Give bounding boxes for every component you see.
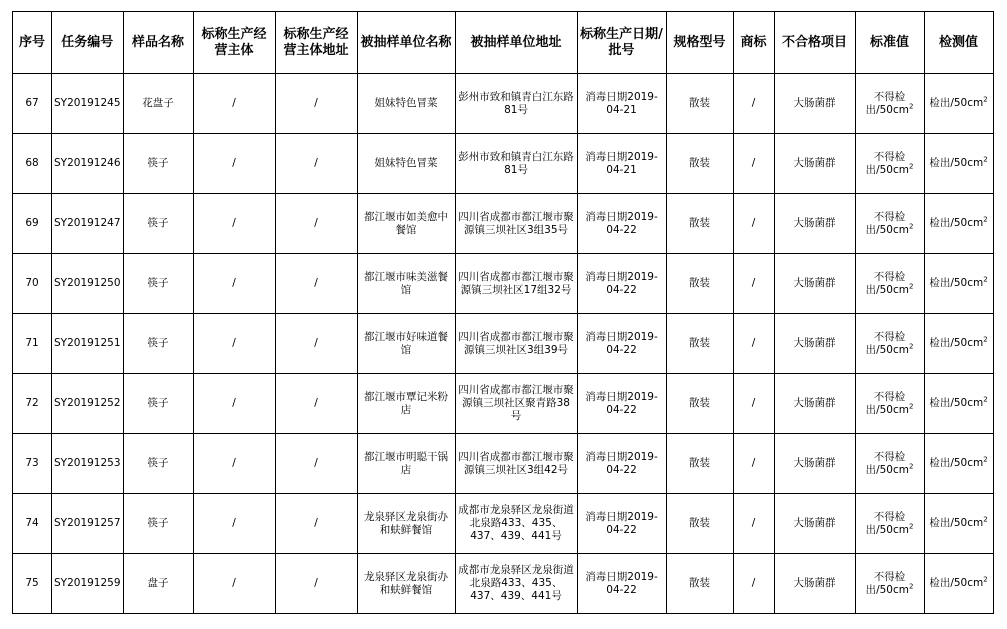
unit-exponent: 2 [983, 335, 988, 344]
standard-value-cell-text: 不得检出/50cm [865, 510, 909, 536]
spec-cell-text: 散装 [689, 337, 711, 349]
producer-address-cell-text: / [314, 97, 318, 109]
spec-cell [666, 314, 733, 374]
sampled-unit-cell [357, 494, 455, 554]
producer-address-cell-text: / [314, 157, 318, 169]
row-number-cell-text: 74 [25, 517, 39, 529]
date-cell [577, 314, 666, 374]
sample-name-cell [123, 374, 193, 434]
sample-name-cell [123, 314, 193, 374]
producer-address-cell [275, 194, 357, 254]
brand-cell [733, 314, 774, 374]
sample-name-cell-text: 筷子 [147, 277, 169, 289]
header-cell-sampled-unit: 被抽样单位名称 [357, 12, 455, 74]
standard-value-cell-text: 不得检出/50cm [865, 270, 909, 296]
table-row [13, 74, 994, 134]
sample-name-cell [123, 194, 193, 254]
table-row [13, 254, 994, 314]
header-cell-standard: 标准值 [855, 12, 924, 74]
sample-name-cell [123, 74, 193, 134]
sampled-unit-address-cell-text: 四川省成都市都江堰市聚源镇三坝社区聚青路38号 [458, 384, 574, 422]
table-row [13, 554, 994, 614]
spec-cell-text: 散装 [689, 277, 711, 289]
failed-item-cell [774, 134, 855, 194]
unit-exponent: 2 [983, 455, 988, 464]
inspection-table [12, 11, 994, 614]
measured-value-cell-text: 检出/50cm [929, 97, 984, 109]
sampled-unit-address-cell [455, 74, 577, 134]
date-cell-text: 消毒日期2019-04-22 [585, 330, 658, 356]
row-number-cell-text: 68 [25, 157, 39, 169]
row-number-cell [13, 254, 52, 314]
measured-value-cell-text: 检出/50cm [929, 517, 984, 529]
table-row [13, 434, 994, 494]
unit-exponent: 2 [983, 515, 988, 524]
sample-name-cell-text: 筷子 [147, 517, 169, 529]
sampled-unit-address-cell-text: 彭州市致和镇青白江东路81号 [458, 150, 574, 176]
failed-item-cell-text: 大肠菌群 [793, 337, 836, 349]
task-id-cell-text: SY20191252 [54, 397, 121, 409]
brand-cell [733, 134, 774, 194]
failed-item-cell-text: 大肠菌群 [793, 97, 836, 109]
table-row [13, 194, 994, 254]
sampled-unit-cell-text: 都江堰市如美愈中餐馆 [364, 210, 449, 236]
brand-cell [733, 494, 774, 554]
date-cell-text: 消毒日期2019-04-22 [585, 210, 658, 236]
failed-item-cell [774, 554, 855, 614]
sampled-unit-cell-text: 都江堰市好味道餐馆 [364, 330, 449, 356]
task-id-cell-text: SY20191245 [54, 97, 121, 109]
producer-cell [193, 434, 275, 494]
producer-cell [193, 494, 275, 554]
unit-exponent: 2 [909, 582, 914, 590]
task-id-cell-text: SY20191253 [54, 457, 121, 469]
spec-cell-text: 散装 [689, 217, 711, 229]
row-number-cell-text: 75 [25, 577, 39, 589]
unit-exponent: 2 [909, 282, 914, 290]
producer-address-cell [275, 374, 357, 434]
standard-value-cell [855, 554, 924, 614]
producer-address-cell [275, 494, 357, 554]
task-id-cell [52, 314, 124, 374]
spec-cell-text: 散装 [689, 577, 711, 589]
brand-cell [733, 554, 774, 614]
row-number-cell [13, 374, 52, 434]
spec-cell [666, 134, 733, 194]
producer-cell [193, 374, 275, 434]
header-cell-producer-address: 标称生产经营主体地址 [275, 12, 357, 74]
standard-value-cell [855, 494, 924, 554]
measured-value-cell [924, 254, 993, 314]
sampled-unit-address-cell-text: 彭州市致和镇青白江东路81号 [458, 90, 574, 116]
date-cell-text: 消毒日期2019-04-22 [585, 510, 658, 536]
header-cell-sampled-unit-address: 被抽样单位地址 [455, 12, 577, 74]
sampled-unit-address-cell-text: 成都市龙泉驿区龙泉街道北泉路433、435、437、439、441号 [458, 564, 574, 602]
brand-cell-text: / [751, 337, 756, 349]
sampled-unit-cell-text: 都江堰市明聪干锅店 [364, 450, 449, 476]
standard-value-cell [855, 74, 924, 134]
sample-name-cell [123, 494, 193, 554]
date-cell-text: 消毒日期2019-04-21 [585, 90, 658, 116]
row-number-cell-text: 69 [25, 217, 39, 229]
sampled-unit-address-cell [455, 314, 577, 374]
sampled-unit-address-cell-text: 四川省成都市都江堰市聚源镇三坝社区3组39号 [458, 330, 574, 356]
task-id-cell [52, 194, 124, 254]
unit-exponent: 2 [909, 522, 914, 530]
sampled-unit-cell [357, 134, 455, 194]
task-id-cell [52, 254, 124, 314]
spec-cell [666, 494, 733, 554]
spec-cell-text: 散装 [689, 457, 711, 469]
row-number-cell [13, 554, 52, 614]
producer-address-cell-text: / [314, 277, 318, 289]
failed-item-cell-text: 大肠菌群 [793, 277, 836, 289]
sample-name-cell-text: 花盘子 [142, 97, 174, 109]
sampled-unit-address-cell [455, 434, 577, 494]
date-cell [577, 254, 666, 314]
producer-address-cell-text: / [314, 577, 318, 589]
measured-value-cell-text: 检出/50cm [929, 397, 984, 409]
row-number-cell [13, 74, 52, 134]
sampled-unit-cell [357, 434, 455, 494]
date-cell [577, 194, 666, 254]
measured-value-cell-text: 检出/50cm [929, 277, 984, 289]
failed-item-cell-text: 大肠菌群 [793, 217, 836, 229]
failed-item-cell [774, 74, 855, 134]
producer-cell [193, 314, 275, 374]
spec-cell-text: 散装 [689, 97, 711, 109]
header-cell-date: 标称生产日期/批号 [577, 12, 666, 74]
header-cell-producer: 标称生产经营主体 [193, 12, 275, 74]
measured-value-cell [924, 494, 993, 554]
sampled-unit-cell [357, 194, 455, 254]
brand-cell-text: / [751, 277, 756, 289]
measured-value-cell [924, 74, 993, 134]
date-cell-text: 消毒日期2019-04-22 [585, 450, 658, 476]
row-number-cell-text: 67 [25, 97, 39, 109]
brand-cell-text: / [751, 97, 756, 109]
failed-item-cell [774, 494, 855, 554]
table-row [13, 494, 994, 554]
sampled-unit-address-cell [455, 194, 577, 254]
producer-address-cell [275, 554, 357, 614]
failed-item-cell [774, 194, 855, 254]
header-cell-failed-item: 不合格项目 [774, 12, 855, 74]
row-number-cell [13, 494, 52, 554]
spec-cell-text: 散装 [689, 157, 711, 169]
date-cell-text: 消毒日期2019-04-21 [585, 150, 658, 176]
sample-name-cell [123, 134, 193, 194]
sampled-unit-cell-text: 都江堰市味美滋餐馆 [364, 270, 449, 296]
sample-name-cell-text: 筷子 [147, 337, 169, 349]
sampled-unit-cell-text: 姐妹特色冒菜 [374, 157, 438, 169]
date-cell [577, 74, 666, 134]
brand-cell [733, 194, 774, 254]
spec-cell-text: 散装 [689, 517, 711, 529]
brand-cell-text: / [751, 217, 756, 229]
producer-cell-text: / [232, 277, 236, 289]
spec-cell [666, 194, 733, 254]
failed-item-cell [774, 254, 855, 314]
sampled-unit-address-cell-text: 四川省成都市都江堰市聚源镇三坝社区3组42号 [458, 450, 574, 476]
row-number-cell [13, 434, 52, 494]
standard-value-cell [855, 314, 924, 374]
task-id-cell-text: SY20191247 [54, 217, 121, 229]
sampled-unit-address-cell [455, 554, 577, 614]
sample-name-cell-text: 筷子 [147, 217, 169, 229]
unit-exponent: 2 [983, 395, 988, 404]
sample-name-cell-text: 盘子 [147, 577, 169, 589]
task-id-cell [52, 374, 124, 434]
sampled-unit-address-cell [455, 134, 577, 194]
producer-cell [193, 554, 275, 614]
spec-cell-text: 散装 [689, 397, 711, 409]
sampled-unit-address-cell-text: 四川省成都市都江堰市聚源镇三坝社区3组35号 [458, 210, 574, 236]
row-number-cell-text: 72 [25, 397, 39, 409]
brand-cell [733, 434, 774, 494]
failed-item-cell-text: 大肠菌群 [793, 577, 836, 589]
measured-value-cell [924, 554, 993, 614]
sample-name-cell [123, 254, 193, 314]
brand-cell-text: / [751, 577, 756, 589]
table-row [13, 374, 994, 434]
row-number-cell [13, 134, 52, 194]
unit-exponent: 2 [909, 342, 914, 350]
row-number-cell-text: 73 [25, 457, 39, 469]
failed-item-cell [774, 314, 855, 374]
measured-value-cell-text: 检出/50cm [929, 157, 984, 169]
producer-cell-text: / [232, 577, 236, 589]
measured-value-cell-text: 检出/50cm [929, 337, 984, 349]
task-id-cell [52, 554, 124, 614]
producer-address-cell [275, 134, 357, 194]
failed-item-cell-text: 大肠菌群 [793, 397, 836, 409]
producer-address-cell-text: / [314, 397, 318, 409]
standard-value-cell-text: 不得检出/50cm [865, 330, 909, 356]
task-id-cell-text: SY20191250 [54, 277, 121, 289]
brand-cell-text: / [751, 397, 756, 409]
standard-value-cell-text: 不得检出/50cm [865, 90, 909, 116]
table-row [13, 314, 994, 374]
producer-cell-text: / [232, 457, 236, 469]
date-cell [577, 494, 666, 554]
producer-cell-text: / [232, 97, 236, 109]
sample-name-cell-text: 筷子 [147, 457, 169, 469]
failed-item-cell [774, 434, 855, 494]
brand-cell [733, 254, 774, 314]
measured-value-cell [924, 434, 993, 494]
table-body [13, 74, 994, 614]
brand-cell-text: / [751, 457, 756, 469]
unit-exponent: 2 [909, 462, 914, 470]
failed-item-cell-text: 大肠菌群 [793, 157, 836, 169]
standard-value-cell [855, 194, 924, 254]
unit-exponent: 2 [983, 95, 988, 104]
date-cell-text: 消毒日期2019-04-22 [585, 390, 658, 416]
sampled-unit-address-cell [455, 374, 577, 434]
spec-cell [666, 254, 733, 314]
producer-cell-text: / [232, 157, 236, 169]
unit-exponent: 2 [909, 162, 914, 170]
task-id-cell [52, 134, 124, 194]
unit-exponent: 2 [909, 402, 914, 410]
sample-name-cell-text: 筷子 [147, 157, 169, 169]
standard-value-cell-text: 不得检出/50cm [865, 570, 909, 596]
date-cell-text: 消毒日期2019-04-22 [585, 570, 658, 596]
producer-cell [193, 134, 275, 194]
unit-exponent: 2 [909, 102, 914, 110]
producer-address-cell [275, 434, 357, 494]
unit-exponent: 2 [983, 275, 988, 284]
brand-cell [733, 374, 774, 434]
failed-item-cell [774, 374, 855, 434]
header-cell-task: 任务编号 [52, 12, 124, 74]
producer-address-cell-text: / [314, 517, 318, 529]
sampled-unit-cell-text: 龙泉驿区龙泉街办和蚨鲜餐馆 [364, 570, 449, 596]
producer-cell [193, 74, 275, 134]
date-cell [577, 554, 666, 614]
task-id-cell [52, 74, 124, 134]
sampled-unit-cell-text: 龙泉驿区龙泉街办和蚨鲜餐馆 [364, 510, 449, 536]
date-cell [577, 434, 666, 494]
sampled-unit-cell [357, 254, 455, 314]
measured-value-cell [924, 134, 993, 194]
sampled-unit-cell [357, 554, 455, 614]
measured-value-cell-text: 检出/50cm [929, 217, 984, 229]
unit-exponent: 2 [983, 155, 988, 164]
producer-address-cell [275, 74, 357, 134]
spec-cell [666, 554, 733, 614]
producer-cell-text: / [232, 217, 236, 229]
producer-cell [193, 194, 275, 254]
standard-value-cell [855, 134, 924, 194]
date-cell [577, 134, 666, 194]
standard-value-cell-text: 不得检出/50cm [865, 450, 909, 476]
measured-value-cell [924, 374, 993, 434]
header-cell-measured: 检测值 [924, 12, 993, 74]
sampled-unit-cell [357, 74, 455, 134]
measured-value-cell-text: 检出/50cm [929, 457, 984, 469]
task-id-cell-text: SY20191246 [54, 157, 121, 169]
producer-cell-text: / [232, 337, 236, 349]
sampled-unit-cell-text: 姐妹特色冒菜 [374, 97, 438, 109]
measured-value-cell-text: 检出/50cm [929, 577, 984, 589]
producer-cell-text: / [232, 517, 236, 529]
brand-cell-text: / [751, 517, 756, 529]
producer-cell-text: / [232, 397, 236, 409]
standard-value-cell-text: 不得检出/50cm [865, 210, 909, 236]
sampled-unit-cell [357, 374, 455, 434]
row-number-cell [13, 314, 52, 374]
producer-address-cell-text: / [314, 337, 318, 349]
header-row [13, 12, 994, 74]
standard-value-cell-text: 不得检出/50cm [865, 150, 909, 176]
sample-name-cell [123, 554, 193, 614]
spec-cell [666, 434, 733, 494]
sampled-unit-cell-text: 都江堰市覃记米粉店 [364, 390, 449, 416]
header-cell-sample: 样品名称 [123, 12, 193, 74]
sampled-unit-address-cell-text: 成都市龙泉驿区龙泉街道北泉路433、435、437、439、441号 [458, 504, 574, 542]
header-cell-spec: 规格型号 [666, 12, 733, 74]
measured-value-cell [924, 194, 993, 254]
standard-value-cell-text: 不得检出/50cm [865, 390, 909, 416]
task-id-cell-text: SY20191251 [54, 337, 121, 349]
header-cell-brand: 商标 [733, 12, 774, 74]
sampled-unit-address-cell [455, 494, 577, 554]
spec-cell [666, 374, 733, 434]
date-cell-text: 消毒日期2019-04-22 [585, 270, 658, 296]
sampled-unit-cell [357, 314, 455, 374]
date-cell [577, 374, 666, 434]
producer-cell [193, 254, 275, 314]
producer-address-cell [275, 314, 357, 374]
row-number-cell-text: 70 [25, 277, 39, 289]
header-cell-no: 序号 [13, 12, 52, 74]
measured-value-cell [924, 314, 993, 374]
sample-name-cell [123, 434, 193, 494]
row-number-cell-text: 71 [25, 337, 39, 349]
row-number-cell [13, 194, 52, 254]
sampled-unit-address-cell-text: 四川省成都市都江堰市聚源镇三坝社区17组32号 [458, 270, 574, 296]
task-id-cell-text: SY20191257 [54, 517, 121, 529]
sample-name-cell-text: 筷子 [147, 397, 169, 409]
failed-item-cell-text: 大肠菌群 [793, 457, 836, 469]
task-id-cell [52, 494, 124, 554]
task-id-cell [52, 434, 124, 494]
standard-value-cell [855, 434, 924, 494]
brand-cell [733, 74, 774, 134]
failed-item-cell-text: 大肠菌群 [793, 517, 836, 529]
standard-value-cell [855, 254, 924, 314]
sampled-unit-address-cell [455, 254, 577, 314]
spec-cell [666, 74, 733, 134]
producer-address-cell-text: / [314, 217, 318, 229]
unit-exponent: 2 [983, 575, 988, 584]
producer-address-cell-text: / [314, 457, 318, 469]
unit-exponent: 2 [983, 215, 988, 224]
task-id-cell-text: SY20191259 [54, 577, 121, 589]
producer-address-cell [275, 254, 357, 314]
table-row [13, 134, 994, 194]
standard-value-cell [855, 374, 924, 434]
unit-exponent: 2 [909, 222, 914, 230]
brand-cell-text: / [751, 157, 756, 169]
